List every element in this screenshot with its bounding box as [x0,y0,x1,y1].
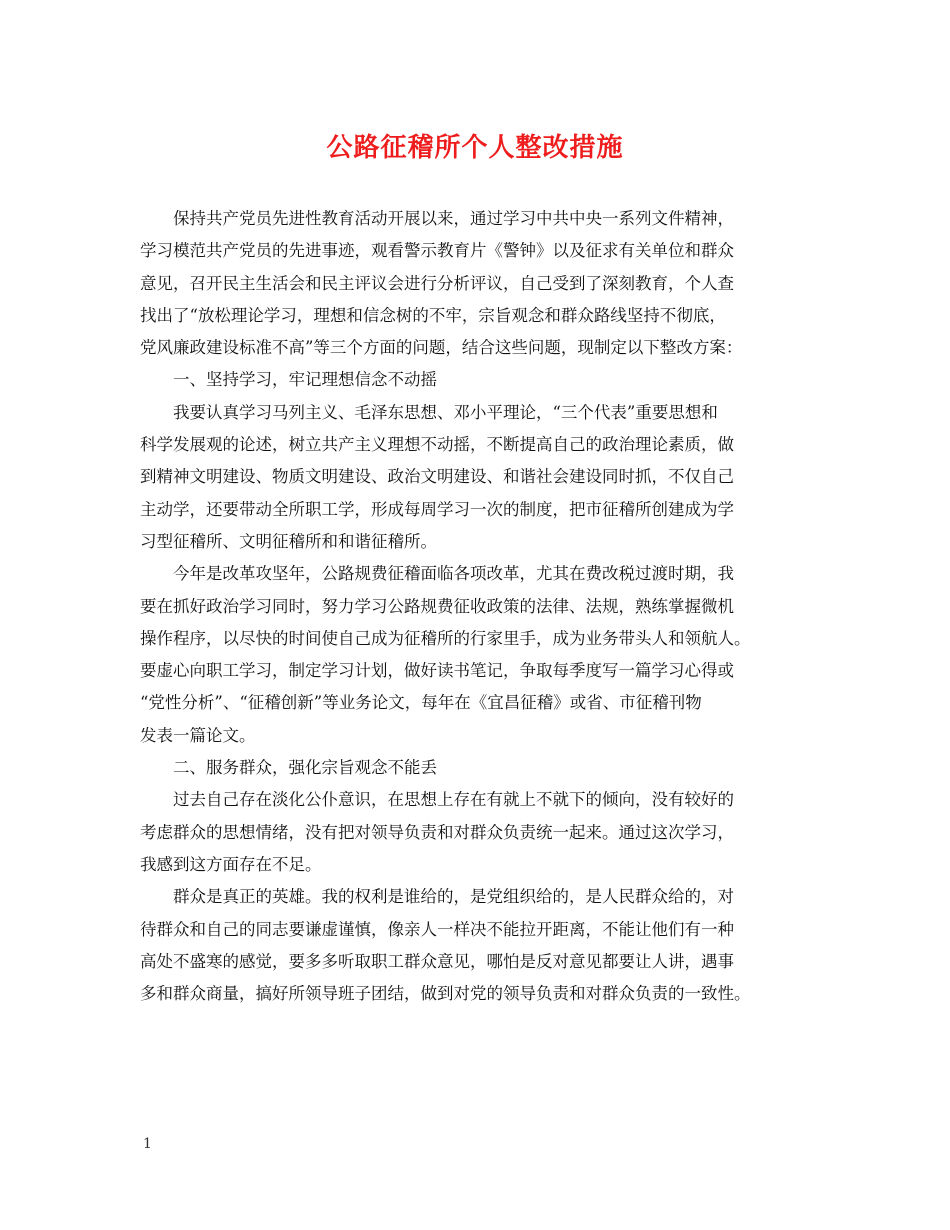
text-line: 二、服务群众，强化宗旨观念不能丢 [173,758,437,778]
text-line: 意见，召开民主生活会和民主评议会进行分析评议，自己受到了深刻教育，个人查 [140,273,734,293]
text-line: 要在抓好政治学习同时，努力学习公路规费征收政策的法律、法规，熟练掌握微机 [140,596,734,616]
body-paragraph [140,881,820,1010]
text-line: 今年是改革攻坚年，公路规费征稽面临各项改革，尤其在费改税过渡时期，我 [173,564,734,584]
text-line: 到精神文明建设、物质文明建设、政治文明建设、和谐社会建设同时抓，不仅自己 [140,467,734,487]
text-line: 找出了“放松理论学习，理想和信念树的不牢，宗旨观念和群众路线坚持不彻底， [140,305,726,325]
text-line: 习型征稽所、文明征稽所和和谐征稽所。 [140,531,437,551]
text-line: 多和群众商量，搞好所领导班子团结，做到对党的领导负责和对群众负责的一致性。 [140,984,751,1004]
page-number: 1 [143,1136,152,1152]
section-heading [140,752,820,784]
text-line: “党性分析”、“征稽创新”等业务论文，每年在《宜昌征稽》或省、市征稽刊物 [140,693,702,713]
text-line: 考虑群众的思想情绪，没有把对领导负责和对群众负责统一起来。通过这次学习， [140,822,734,842]
text-line: 保持共产党员先进性教育活动开展以来，通过学习中共中央一系列文件精神， [173,209,734,228]
body-paragraph [140,397,820,558]
text-line: 发表一篇论文。 [140,725,256,745]
text-line: 科学发展观的论述，树立共产主义理想不动摇，不断提高自己的政治理论素质，做 [140,435,734,455]
body-paragraph [140,203,820,364]
text-line: 待群众和自己的同志要谦虚谨慎，像亲人一样决不能拉开距离，不能让他们有一种 [140,919,734,939]
body-paragraph [140,784,820,881]
text-line: 一、坚持学习，牢记理想信念不动摇 [173,370,437,390]
document-title: 公路征稽所个人整改措施 [326,133,624,163]
text-line: 过去自己存在淡化公仆意识，在思想上存在有就上不就下的倾向，没有较好的 [173,790,734,810]
text-line: 要虚心向职工学习，制定学习计划，做好读书笔记，争取每季度写一篇学习心得或 [140,661,734,681]
text-line: 群众是真正的英雄。我的权利是谁给的，是党组织给的，是人民群众给的，对 [173,887,734,907]
section-heading [140,364,820,396]
text-line: 我要认真学习马列主义、毛泽东思想、邓小平理论，“三个代表”重要思想和 [173,402,718,422]
text-line: 高处不盛寒的感觉，要多多听取职工群众意见，哪怕是反对意见都要让人讲，遇事 [140,951,734,971]
text-line: 操作程序，以尽快的时间使自己成为征稽所的行家里手，成为业务带头人和领航人。 [140,628,751,648]
text-line: 主动学，还要带动全所职工学，形成每周学习一次的制度，把市征稽所创建成为学 [140,499,734,519]
text-line: 我感到这方面存在不足。 [140,854,322,874]
text-line: 党风廉政建设标准不高”等三个方面的问题，结合这些问题，现制定以下整改方案： [140,338,743,358]
document-body [140,203,820,1010]
body-paragraph [140,558,820,752]
text-line: 学习模范共产党员的先进事迹，观看警示教育片《警钟》以及征求有关单位和群众 [140,241,734,261]
